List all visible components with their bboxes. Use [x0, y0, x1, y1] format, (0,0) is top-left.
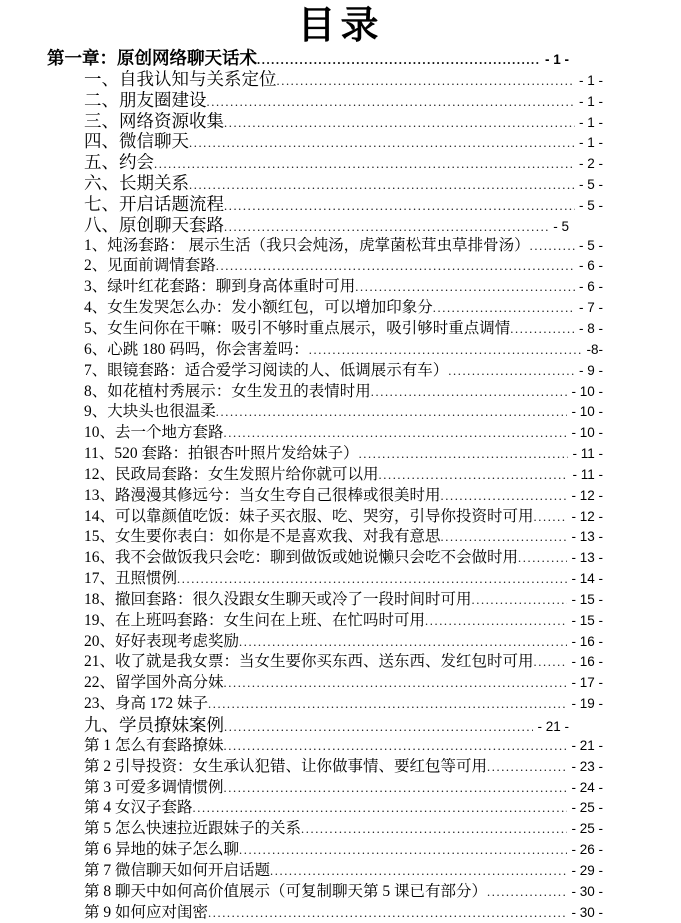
toc-entry: [0, 527, 681, 548]
toc-page-number: - 1 -: [578, 114, 603, 130]
toc-page-number: - 13 -: [571, 550, 603, 566]
toc-leader-dots: [224, 717, 533, 738]
toc-leader-dots: [472, 590, 568, 611]
toc-page-number: - 6 -: [578, 279, 603, 295]
toc-entry-label: 23、身高 172 妹子: [84, 695, 209, 713]
toc-page-number: - 1 -: [578, 72, 603, 88]
toc-entry-label: 七、开启话题流程: [84, 193, 224, 214]
toc-leader-dots: [487, 882, 567, 903]
toc-entry-label: 6、心跳 180 码吗，你会害羞吗：: [84, 340, 309, 358]
toc-entry: [0, 423, 681, 444]
toc-entry: [0, 111, 681, 132]
toc-entry-label: 16、我不会做饭我只会吃：聊到做饭或她说懒只会吃不会做时用: [84, 549, 519, 567]
toc-leader-dots: [487, 757, 567, 778]
toc-entry-label: 第 3 可爱多调情惯例: [84, 778, 224, 796]
toc-entry-label: 第 8 聊天中如何高价值展示（可复制聊天第 5 课已有部分）: [84, 882, 488, 900]
toc-leader-dots: [510, 319, 575, 340]
toc-entry-label: 3、绿叶红花套路：聊到身高体重时可用: [84, 278, 356, 296]
toc-entry: [0, 673, 681, 694]
toc-entry-label: 8、如花植村秀展示：女生发丑的表情时用: [84, 382, 371, 400]
toc-entry-label: 四、微信聊天: [84, 131, 189, 152]
toc-entry-label: 第 4 女汉子套路: [84, 799, 193, 817]
toc-entry: [0, 444, 681, 465]
toc-leader-dots: [441, 527, 568, 548]
toc-page-number: - 1 -: [578, 93, 603, 109]
toc-page-number: - 24 -: [571, 779, 603, 795]
toc-page-number: - 13 -: [571, 529, 603, 545]
toc-leader-dots: [379, 465, 569, 486]
toc-leader-dots: [193, 798, 568, 819]
toc-page-number: - 5 -: [578, 237, 603, 253]
toc-entry: [0, 256, 681, 277]
toc-entry-label: 第 1 怎么有套路撩妹: [84, 736, 224, 754]
toc-entry: [0, 715, 681, 736]
toc-leader-dots: [224, 423, 568, 444]
toc-page-number: - 23 -: [571, 758, 603, 774]
toc-page-number: - 10 -: [571, 383, 603, 399]
toc-entry: [0, 194, 681, 215]
toc-leader-dots: [309, 340, 583, 361]
toc-entry-label: 六、长期关系: [84, 173, 189, 194]
toc-entry-label: 五、约会: [84, 152, 154, 173]
toc-entry-label: 第 9 如何应对闺密: [84, 903, 209, 921]
toc-entry: [0, 819, 681, 840]
toc-entry-label: 三、网络资源收集: [84, 110, 224, 131]
toc-entry: [0, 361, 681, 382]
toc-leader-dots: [239, 632, 567, 653]
toc-entry: [0, 632, 681, 653]
toc-entry: [0, 215, 681, 236]
toc-leader-dots: [301, 819, 567, 840]
toc-page-number: - 11 -: [572, 466, 603, 482]
toc-page-number: - 21 -: [537, 719, 569, 734]
toc-entry: [0, 736, 681, 757]
toc-entry-label: 22、留学国外高分妹: [84, 674, 224, 692]
toc-entry: [0, 590, 681, 611]
toc-entry: [0, 798, 681, 819]
toc-leader-dots: [216, 256, 575, 277]
toc-leader-dots: [189, 133, 575, 154]
toc-leader-dots: [207, 92, 575, 113]
toc-page-number: - 5 -: [578, 177, 603, 193]
toc-leader-dots: [277, 71, 575, 92]
toc-leader-dots: [425, 611, 567, 632]
toc-page-number: - 30 -: [571, 904, 603, 920]
toc-entry: [0, 778, 681, 799]
toc-entry-label: 第 2 引导投资：女生承认犯错、让你做事情、要红包等可用: [84, 757, 488, 775]
toc-page-number: - 6 -: [578, 258, 603, 274]
toc-page-number: - 10 -: [571, 425, 603, 441]
toc-entry-label: 九、学员撩妹案例: [84, 715, 224, 735]
toc-entry: [0, 861, 681, 882]
toc-leader-dots: [224, 217, 549, 238]
toc-entry-label: 14、可以靠颜值吃饭：妹子买衣服、吃、哭穷，引导你投资时可用: [84, 507, 534, 525]
toc-page-number: - 30 -: [571, 883, 603, 899]
toc-entry-label: 第一章：原创网络聊天话术: [47, 48, 257, 68]
toc-list: [0, 48, 681, 923]
toc-page-number: - 25 -: [571, 821, 603, 837]
toc-page-number: - 1 -: [578, 135, 603, 151]
toc-page-number: - 19 -: [571, 696, 603, 712]
toc-entry-label: 一、自我认知与关系定位: [84, 68, 277, 89]
toc-page-number: - 16 -: [571, 633, 603, 649]
toc-entry: [0, 319, 681, 340]
toc-entry: [0, 48, 681, 69]
toc-entry: [0, 277, 681, 298]
toc-entry: [0, 402, 681, 423]
toc-entry-label: 第 5 怎么快速拉近跟妹子的关系: [84, 820, 302, 838]
toc-page-number: - 17 -: [571, 675, 603, 691]
toc-page-number: - 5: [553, 218, 569, 234]
toc-leader-dots: [441, 486, 568, 507]
toc-leader-dots: [355, 277, 575, 298]
toc-page-number: - 1 -: [544, 52, 569, 67]
toc-entry: [0, 757, 681, 778]
toc-entry-label: 5、女生问你在干嘛：吸引不够时重点展示，吸引够时重点调情: [84, 319, 511, 337]
toc-entry: [0, 340, 681, 361]
toc-entry: [0, 486, 681, 507]
toc-entry: [0, 465, 681, 486]
toc-entry: [0, 840, 681, 861]
toc-page-number: - 7 -: [578, 300, 603, 316]
toc-entry-label: 7、眼镜套路：适合爱学习阅读的人、低调展示有车）: [84, 361, 449, 379]
toc-page-number: - 12 -: [571, 487, 603, 503]
toc-page-number: - 16 -: [571, 654, 603, 670]
toc-entry-label: 1、炖汤套路： 展示生活（我只会炖汤，虎掌菌松茸虫草排骨汤）: [84, 236, 530, 254]
toc-leader-dots: [189, 175, 575, 196]
toc-leader-dots: [224, 673, 568, 694]
toc-entry-label: 二、朋友圈建设: [84, 89, 207, 110]
toc-entry: [0, 173, 681, 194]
toc-leader-dots: [224, 113, 575, 134]
toc-entry-label: 19、在上班吗套路：女生问在上班、在忙吗时可用: [84, 611, 426, 629]
toc-entry: [0, 298, 681, 319]
toc-entry-label: 第 6 异地的妹子怎么聊: [84, 841, 240, 859]
toc-page-number: - 14 -: [571, 571, 603, 587]
toc-entry: [0, 652, 681, 673]
toc-leader-dots: [216, 402, 568, 423]
toc-page-number: - 15 -: [571, 612, 603, 628]
toc-entry: [0, 882, 681, 903]
toc-leader-dots: [518, 548, 567, 569]
toc-page-number: - 29 -: [571, 862, 603, 878]
toc-page-number: - 15 -: [571, 591, 603, 607]
toc-leader-dots: [154, 154, 575, 175]
toc-entry-label: 2、见面前调情套路: [84, 257, 216, 275]
toc-entry-label: 11、520 套路：拍银杏叶照片发给妹子）: [84, 445, 359, 463]
toc-entry: [0, 236, 681, 257]
toc-page-number: - 21 -: [571, 737, 603, 753]
toc-leader-dots: [177, 569, 567, 590]
toc-leader-dots: [224, 736, 568, 757]
toc-leader-dots: [208, 903, 567, 923]
toc-entry: [0, 611, 681, 632]
toc-leader-dots: [239, 840, 567, 861]
toc-page-number: - 10 -: [571, 404, 603, 420]
toc-entry: [0, 548, 681, 569]
toc-page-number: - 25 -: [571, 800, 603, 816]
toc-page-number: - 5 -: [578, 197, 603, 213]
toc-leader-dots: [433, 298, 575, 319]
toc-leader-dots: [534, 507, 568, 528]
toc-entry: [0, 131, 681, 152]
toc-title: 目录: [297, 5, 384, 47]
toc-entry: [0, 507, 681, 528]
toc-entry: [0, 69, 681, 90]
toc-page-number: - 11 -: [572, 446, 603, 462]
toc-page-number: - 2 -: [578, 156, 603, 172]
toc-entry-label: 第 7 微信聊天如何开启话题: [84, 861, 271, 879]
toc-entry-label: 八、原创聊天套路: [84, 214, 224, 235]
toc-page-number: -8-: [586, 341, 603, 357]
toc-leader-dots: [208, 694, 567, 715]
toc-entry-label: 12、民政局套路：女生发照片给你就可以用: [84, 465, 379, 483]
toc-entry: [0, 382, 681, 403]
toc-entry-label: 4、女生发哭怎么办：发小额红包，可以增加印象分: [84, 299, 433, 317]
toc-entry-label: 17、丑照惯例: [84, 570, 178, 588]
toc-page-number: - 8 -: [578, 320, 603, 336]
toc-entry-label: 15、女生要你表白：如你是不是喜欢我、对我有意思: [84, 528, 441, 546]
toc-leader-dots: [270, 861, 567, 882]
toc-page-number: - 12 -: [571, 508, 603, 524]
toc-entry-label: 18、撤回套路：很久没跟女生聊天或冷了一段时间时可用: [84, 590, 472, 608]
toc-entry: [0, 694, 681, 715]
toc-entry-label: 20、好好表现考虑奖励: [84, 632, 240, 650]
toc-page-number: - 26 -: [571, 842, 603, 858]
toc-entry-label: 13、路漫漫其修远兮：当女生夸自己很棒或很美时用: [84, 486, 441, 504]
toc-leader-dots: [534, 652, 568, 673]
toc-leader-dots: [530, 236, 575, 257]
toc-entry-label: 9、大块头也很温柔: [84, 403, 216, 421]
toc-entry-label: 10、去一个地方套路: [84, 424, 224, 442]
toc-leader-dots: [448, 361, 575, 382]
toc-entry: [0, 569, 681, 590]
toc-entry: [0, 152, 681, 173]
toc-leader-dots: [224, 196, 575, 217]
toc-entry-label: 21、收了就是我女票：当女生要你买东西、送东西、发红包时可用: [84, 653, 534, 671]
toc-leader-dots: [257, 50, 541, 71]
toc-entry: [0, 903, 681, 923]
toc-leader-dots: [224, 778, 568, 799]
toc-leader-dots: [359, 444, 569, 465]
toc-entry: [0, 90, 681, 111]
toc-leader-dots: [371, 382, 568, 403]
toc-page-number: - 9 -: [578, 362, 603, 378]
